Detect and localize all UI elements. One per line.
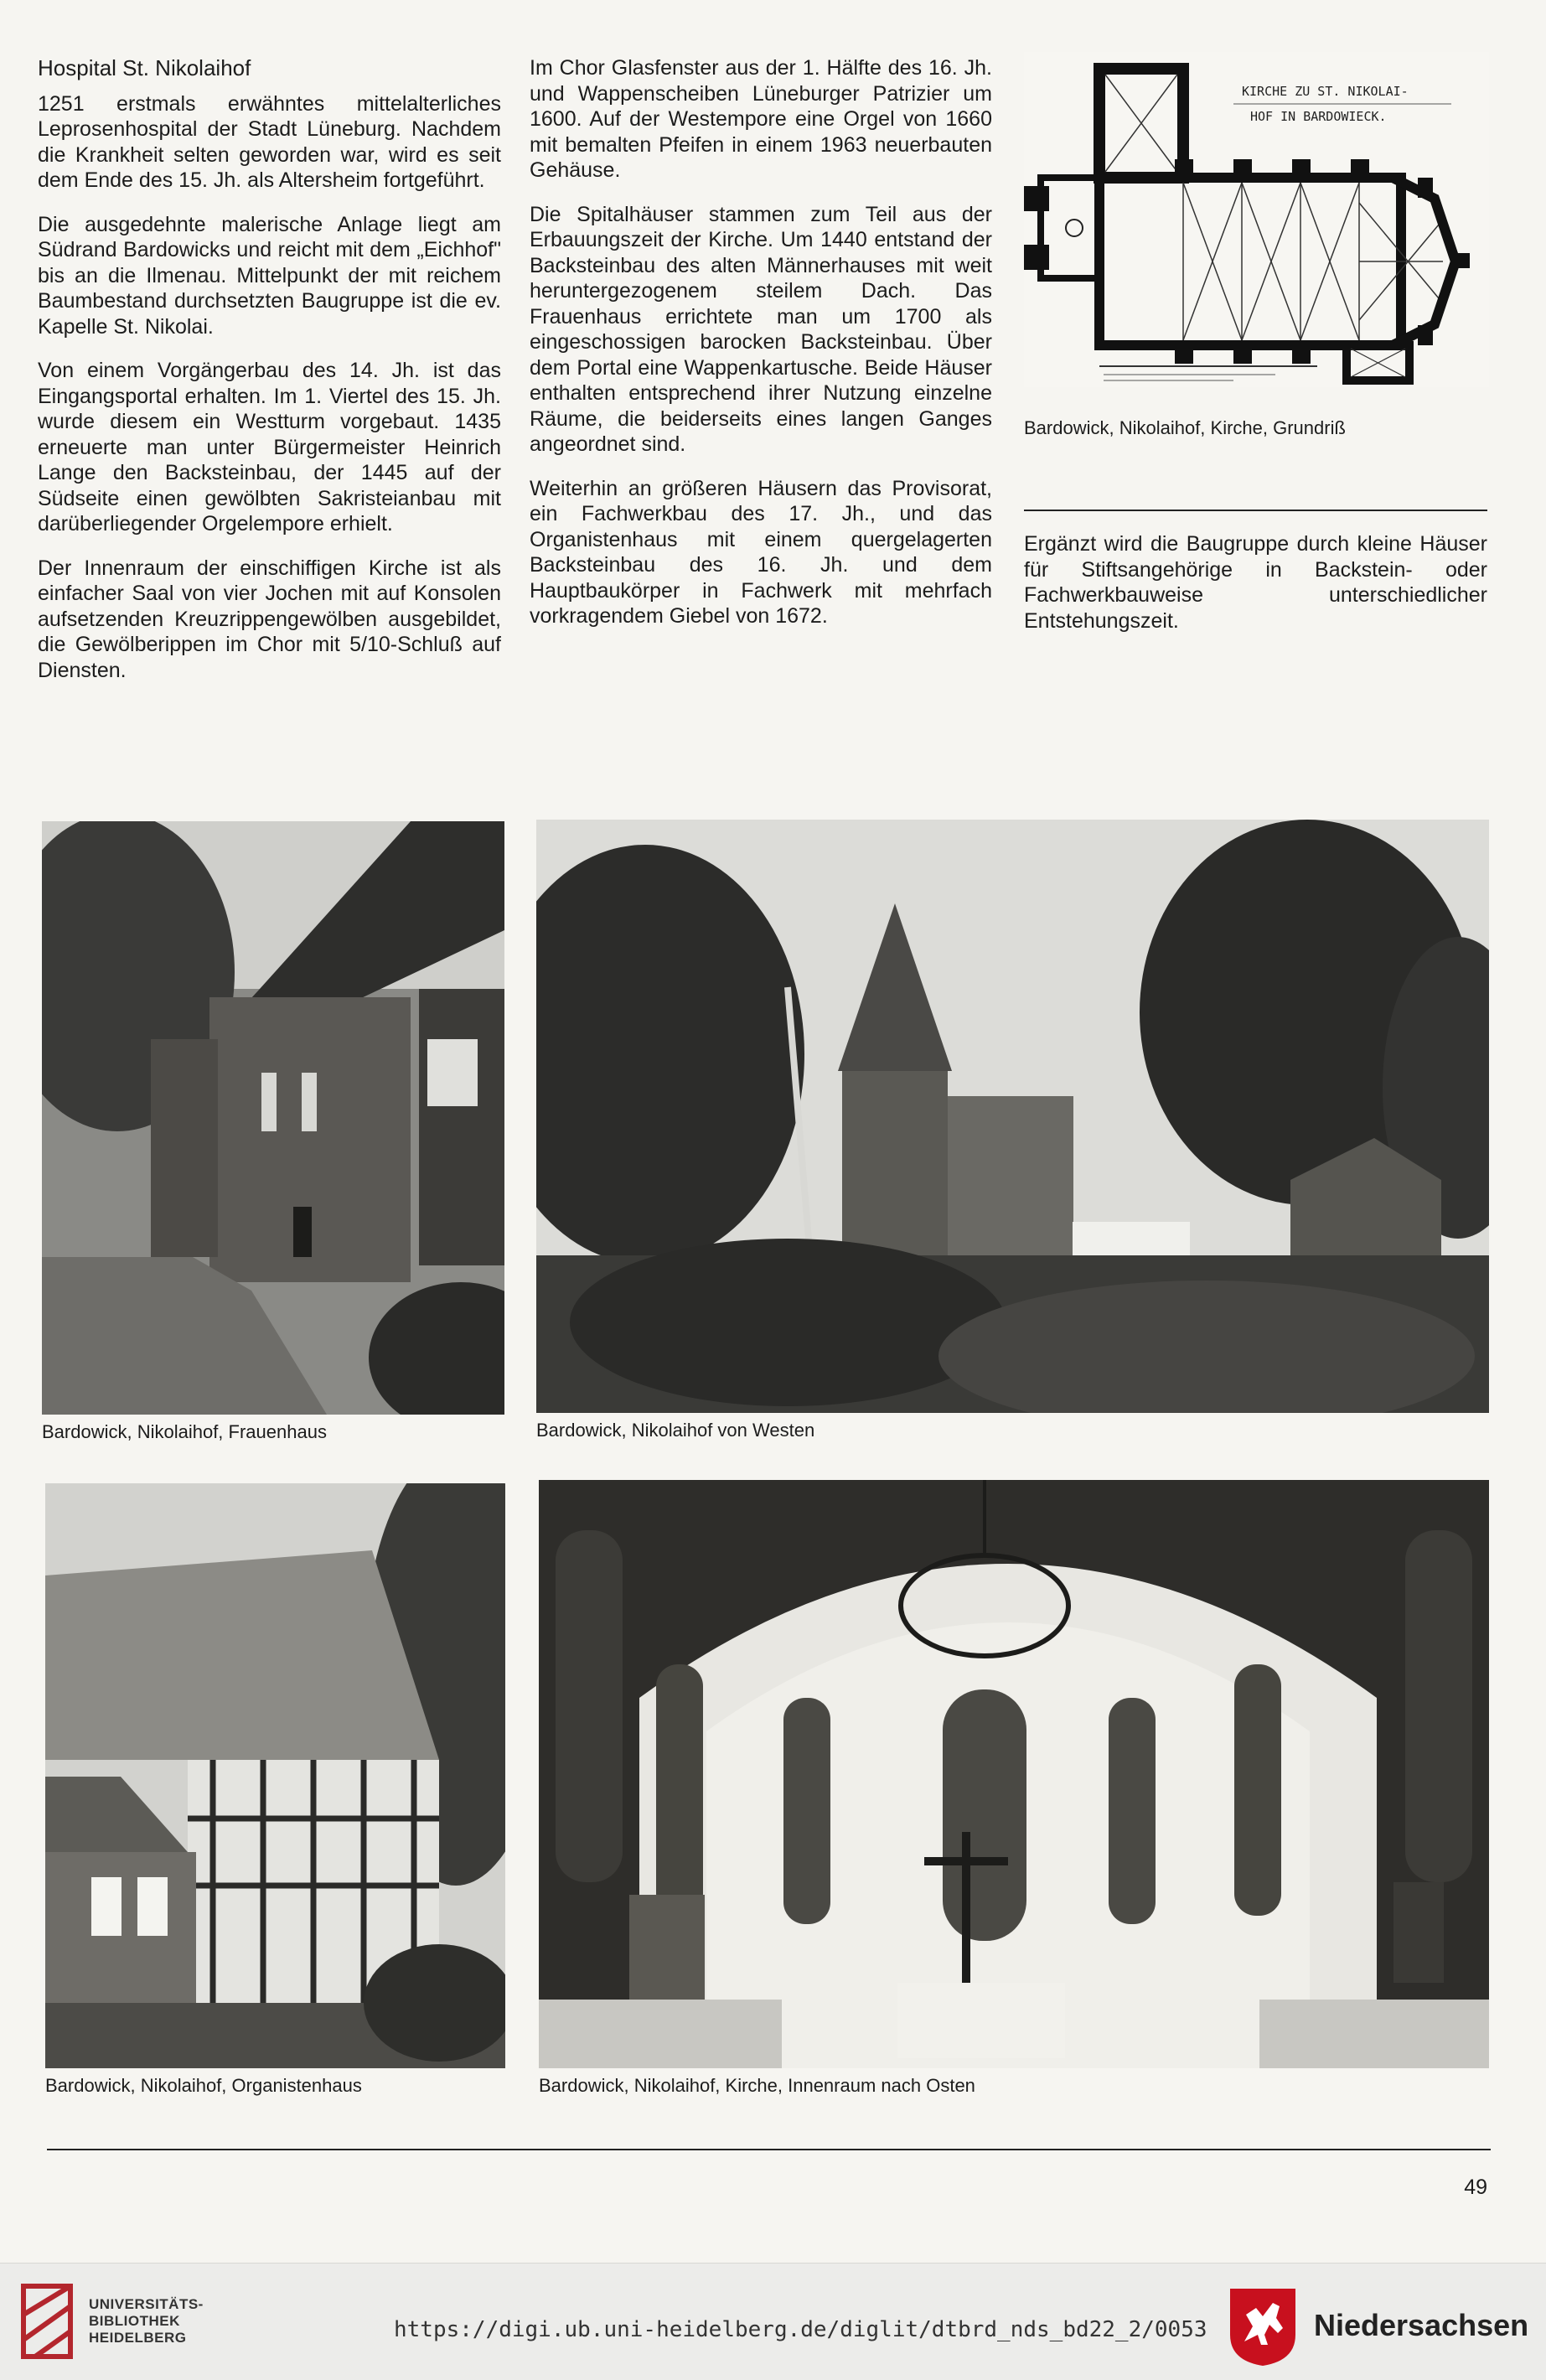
paragraph: Die Spitalhäuser stammen zum Teil aus der Erbauungszeit der Kirche. Um 1440 entstand der Backsteinbau des alten Männerhauses mit weit heruntergezogenem steilem Dach. Das Frauenhaus errichtete man um 1700 als eingeschossigen barocken Backsteinbau. Über dem Portal eine Wappenkartusche. Beide Häuser enthalten entsprechend ihrer Nutzung einzelne Räume, die beiderseits eines langen Ganges angeordnet sind. — [530, 202, 992, 456]
paragraph: Von einem Vorgängerbau des 14. Jh. ist das Eingangsportal erhalten. Im 1. Viertel des 15. Jh. wurde diesem ein Westturm vorgebaut. 1435 erneuerte man unter Bürgermeister Heinrich Lange den Backsteinbau, der 1445 auf der Südseite einen gewölbten Sakristeianbau mit darüberliegender Orgelempore erhielt. — [38, 359, 501, 536]
paragraph: Im Chor Glasfenster aus der 1. Hälfte des 16. Jh. und Wappenscheiben Lüneburger Patrizier um 1600. Auf der Westempore eine Orgel von 1660 mit bemalten Pfeifen in einem 1963 neuerbauten Gehäuse. — [530, 56, 992, 182]
paragraph: 1251 erstmals erwähntes mittelalterliches Leprosenhospital der Stadt Lüneburg. Nachdem die Krankheit selten geworden war, wird es seit dem Ende des 15. Jh. als Altersheim fortgeführt. — [38, 91, 501, 192]
divider-line — [1024, 510, 1487, 511]
paragraph: Der Innenraum der einschiffigen Kirche ist als einfacher Saal von vier Jochen mit auf Konsolen aufsetzenden Kreuzrippengewölben ausgebildet, die Gewölberippen im Chor mit 5/10-Schluß auf Diensten. — [38, 556, 501, 682]
plan-caption: Bardowick, Nikolaihof, Kirche, Grundriß — [1024, 417, 1346, 438]
caption-church-interior: Bardowick, Nikolaihof, Kirche, Innenraum nach Osten — [539, 2075, 975, 2096]
niedersachsen-horse-icon[interactable] — [1228, 2286, 1298, 2367]
plan-title-line1: KIRCHE ZU ST. NIKOLAI- — [1242, 84, 1409, 99]
text-column-3 — [1024, 531, 1487, 652]
state-name[interactable]: Niedersachsen — [1314, 2308, 1529, 2342]
church-floor-plan — [1024, 52, 1489, 387]
photo-frauenhaus — [42, 821, 504, 1415]
photo-west-view — [536, 820, 1489, 1413]
caption-frauenhaus: Bardowick, Nikolaihof, Frauenhaus — [42, 1421, 327, 1442]
article-title: Hospital St. Nikolaihof — [38, 55, 251, 80]
text-column-2 — [530, 55, 992, 648]
university-logo-icon[interactable] — [18, 2281, 75, 2362]
university-name[interactable] — [89, 2296, 204, 2346]
university-line2: BIBLIOTHEK — [89, 2313, 180, 2329]
university-line1: UNIVERSITÄTS- — [89, 2296, 204, 2312]
floor-plan-drawing — [1024, 52, 1489, 387]
plan-title-line2: HOF IN BARDOWIECK. — [1250, 109, 1387, 124]
caption-organistenhaus: Bardowick, Nikolaihof, Organistenhaus — [45, 2075, 362, 2096]
photo-organistenhaus — [45, 1483, 505, 2068]
caption-west-view: Bardowick, Nikolaihof von Westen — [536, 1420, 815, 1441]
paragraph: Weiterhin an größeren Häusern das Provisorat, ein Fachwerkbau des 17. Jh., und das Organistenhaus mit einem quergelagerten Backsteinbau des 16. Jh. und dem Hauptbaukörper in Fachwerk mit mehrfach vorkragendem Giebel von 1672. — [530, 476, 992, 628]
photo-church-interior — [539, 1480, 1489, 2068]
paragraph: Ergänzt wird die Baugruppe durch kleine Häuser für Stiftsangehörige in Backstein- oder Fachwerkbauweise unterschiedlicher Entstehungszeit. — [1024, 532, 1487, 633]
bottom-divider — [47, 2149, 1491, 2150]
page-number: 49 — [1464, 2176, 1487, 2199]
paragraph: Die ausgedehnte malerische Anlage liegt am Südrand Bardowicks und reicht mit dem „Eichhof" bis an die Ilmenau. Mittelpunkt der mit reichem Baumbestand durchsetzten Baugruppe ist die ev. Kapelle St. Nikolai. — [38, 212, 501, 339]
source-url-link[interactable]: https://digi.ub.uni-heidelberg.de/diglit/dtbrd_nds_bd22_2/0053 — [394, 2317, 1207, 2342]
university-line3: HEIDELBERG — [89, 2330, 187, 2346]
text-column-1 — [38, 55, 501, 701]
